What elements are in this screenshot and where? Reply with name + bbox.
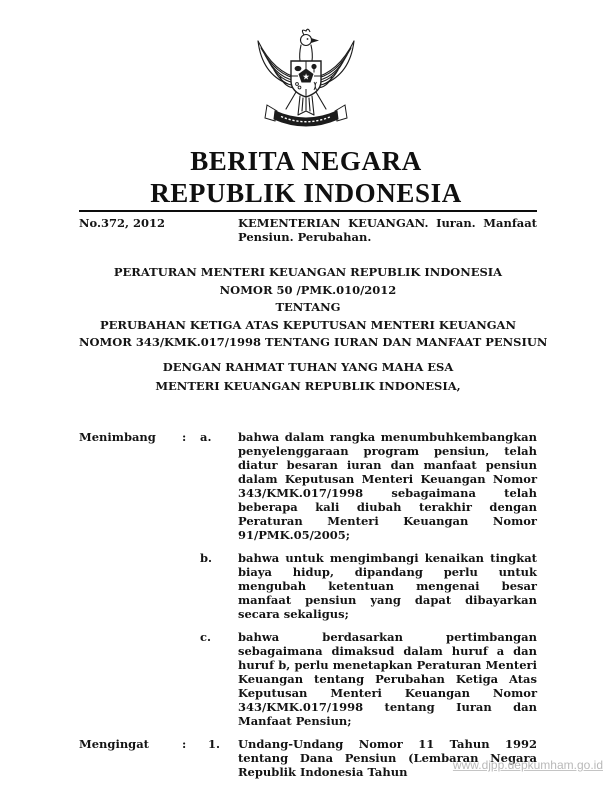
menimbang-label: Menimbang xyxy=(79,430,156,444)
tentang-line: TENTANG xyxy=(275,300,341,314)
item-text: bahwa berdasarkan pertimbangan sebagaimana dimaksud dalam huruf a dan huruf b, perlu menetapkan Peraturan Menteri Keuangan tentang Perubahan Ketiga Atas Keputusan Menteri Keuangan Nomor 343/KMK.017/1998 tentang Iuran dan Manfaat Pensiun; xyxy=(238,630,537,728)
consideration-item-a xyxy=(79,430,537,542)
item-marker: b. xyxy=(200,551,213,565)
item-text: bahwa untuk mengimbangi kenaikan tingkat biaya hidup, dipandang perlu untuk mengubah ketentuan mengenai besar manfaat pensiun yang dapat dibayarkan secara sekaligus; xyxy=(238,551,537,621)
regulation-subject-line1: PERUBAHAN KETIGA ATAS KEPUTUSAN MENTERI KEUANGAN xyxy=(99,317,516,332)
mengingat-label: Mengingat xyxy=(79,737,149,751)
subject-line: KEMENTERIAN KEUANGAN. Iuran. Manfaat Pensiun. Perubahan. xyxy=(238,216,537,244)
item-marker: 1. xyxy=(208,737,221,751)
item-marker: a. xyxy=(200,430,212,444)
regulation-subject-line2: NOMOR 343/KMK.017/1998 TENTANG IURAN DAN MANFAAT PENSIUN xyxy=(79,335,548,349)
item-text: bahwa dalam rangka menumbuhkembangkan penyelenggaraan program pensiun, telah diatur besaran iuran dan manfaat pensiun dalam Keputusan Menteri Keuangan Nomor 343/KMK.017/1998 sebagaimana telah beberapa kali diubah terakhir dengan Peraturan Menteri Keuangan Nomor 91/PMK.05/2005; xyxy=(238,430,537,542)
mengingat-colon: : xyxy=(182,737,187,751)
authority-line: MENTERI KEUANGAN REPUBLIK INDONESIA, xyxy=(155,379,461,393)
issue-number: No.372, 2012 xyxy=(79,216,166,230)
masthead-line2: REPUBLIK INDONESIA xyxy=(150,178,462,208)
invocation-line: DENGAN RAHMAT TUHAN YANG MAHA ESA xyxy=(162,360,454,374)
consideration-item-b xyxy=(79,551,537,621)
item-text: Undang-Undang Nomor 11 Tahun 1992 tentang Dana Pensiun (Lembaran Negara Republik Indonesia Tahun xyxy=(238,737,537,779)
masthead xyxy=(0,145,612,209)
garuda-pancasila-icon xyxy=(254,26,358,134)
consideration-item-c xyxy=(79,630,537,728)
regulation-title-line: PERATURAN MENTERI KEUANGAN REPUBLIK INDONESIA xyxy=(113,265,503,279)
preamble xyxy=(79,430,537,779)
svg-text:★: ★ xyxy=(302,72,310,83)
regulation-number-line: NOMOR 50 /PMK.010/2012 xyxy=(219,282,397,297)
garuda-pancasila-emblem xyxy=(254,26,358,134)
masthead-rule xyxy=(79,210,537,212)
footer-watermark-url: www.djpp.depkumham.go.id xyxy=(452,758,603,772)
item-marker: c. xyxy=(200,630,212,644)
menimbang-colon: : xyxy=(182,430,187,444)
masthead-line1: BERITA NEGARA xyxy=(190,146,422,176)
regulation-title-block xyxy=(79,264,548,352)
